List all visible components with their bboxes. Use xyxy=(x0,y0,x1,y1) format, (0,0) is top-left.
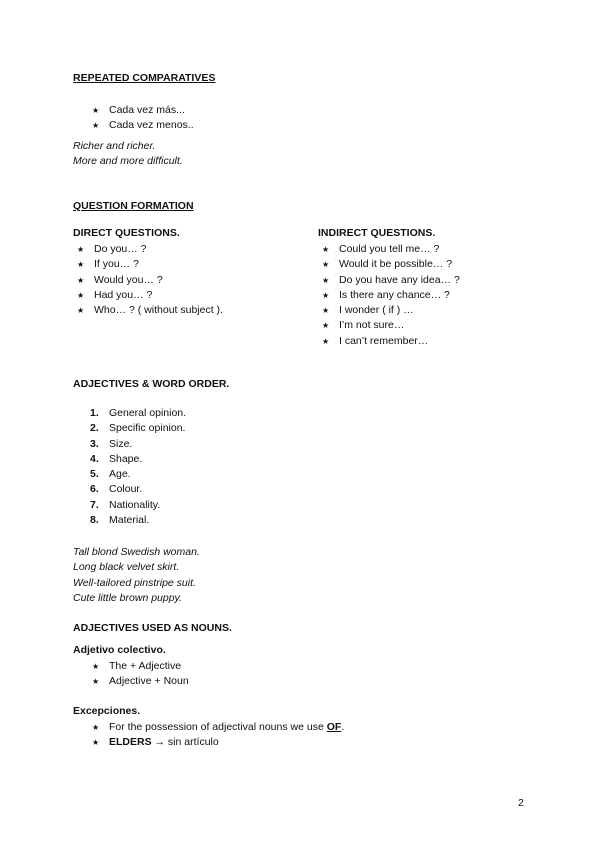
adjetivo-colectivo-list xyxy=(92,659,189,690)
indirect-questions-heading: INDIRECT QUESTIONS. xyxy=(318,227,436,239)
list-item: ★ Do you… ? xyxy=(94,242,223,257)
star-bullet-icon: ★ xyxy=(92,677,100,687)
list-item: ★ Cada vez menos.. xyxy=(109,118,194,133)
star-bullet-icon: ★ xyxy=(92,723,100,732)
star-bullet-icon: ★ xyxy=(322,321,330,331)
page-number: 2 xyxy=(518,797,524,809)
list-item: 5. Age. xyxy=(90,468,131,481)
list-item: ★ I can’t remember… xyxy=(339,334,460,349)
adjectives-word-order-heading: ADJECTIVES & WORD ORDER. xyxy=(73,378,230,390)
adjective-order-list xyxy=(90,406,187,528)
star-bullet-icon: ★ xyxy=(322,336,330,346)
list-item: ★ I’m not sure… xyxy=(339,318,460,333)
adjective-order-examples xyxy=(73,545,200,606)
emphasis-elders: ELDERS xyxy=(109,736,152,749)
adjectives-as-nouns-heading: ADJECTIVES USED AS NOUNS. xyxy=(73,622,232,634)
star-bullet-icon: ★ xyxy=(77,290,85,300)
list-item: 2. Specific opinion. xyxy=(90,422,186,435)
list-item: ★ Had you… ? xyxy=(94,288,223,303)
list-item: ★ Do you have any idea… ? xyxy=(339,273,460,288)
emphasis-of: OF xyxy=(326,721,342,733)
example-line: Cute little brown puppy. xyxy=(73,591,182,604)
list-item: ★ For the possession of adjectival nouns we use OF. xyxy=(109,720,344,735)
list-item: 7. Nationality. xyxy=(90,498,161,511)
star-bullet-icon: ★ xyxy=(322,275,330,285)
star-bullet-icon: ★ xyxy=(77,260,85,270)
repeated-comparatives-examples xyxy=(73,139,183,170)
list-item: 8. Material. xyxy=(90,514,150,527)
example-line: Long black velvet skirt. xyxy=(73,561,180,574)
list-item: ★ Would you… ? xyxy=(94,273,223,288)
list-item: ★ The + Adjective xyxy=(109,659,189,674)
star-bullet-icon: ★ xyxy=(322,245,330,254)
list-item: ★ If you… ? xyxy=(94,257,223,272)
example-line: Richer and richer. xyxy=(73,140,156,152)
list-item: 6. Colour. xyxy=(90,483,143,496)
list-item: ★ Adjective + Noun xyxy=(109,674,189,689)
star-bullet-icon: ★ xyxy=(77,275,85,285)
repeated-comparatives-heading: REPEATED COMPARATIVES xyxy=(73,72,216,84)
star-bullet-icon: ★ xyxy=(77,245,85,254)
star-bullet-icon: ★ xyxy=(322,260,330,270)
adjetivo-colectivo-heading: Adjetivo colectivo. xyxy=(73,644,166,656)
list-item: ★ Would it be possible… ? xyxy=(339,257,460,272)
star-bullet-icon: ★ xyxy=(92,738,100,748)
indirect-questions-list xyxy=(322,242,460,349)
list-item: ★ Who… ? ( without subject ). xyxy=(94,303,223,318)
list-item: ★ ELDERS → sin artículo xyxy=(109,735,344,750)
list-item: ★ I wonder ( if ) … xyxy=(339,303,460,318)
question-formation-heading: QUESTION FORMATION xyxy=(73,200,194,212)
list-item: 4. Shape. xyxy=(90,452,143,465)
excepciones-list xyxy=(92,720,345,751)
star-bullet-icon: ★ xyxy=(77,306,85,316)
direct-questions-list xyxy=(77,242,223,318)
list-item: 3. Size. xyxy=(90,437,133,450)
list-item: ★ Could you tell me… ? xyxy=(339,242,460,257)
example-line: Well-tailored pinstripe suit. xyxy=(73,576,196,589)
star-bullet-icon: ★ xyxy=(92,121,100,131)
list-item: ★ Cada vez más... xyxy=(109,103,194,118)
repeated-comparatives-list xyxy=(92,103,194,134)
star-bullet-icon: ★ xyxy=(322,290,330,300)
list-item: 1. General opinion. xyxy=(90,407,187,419)
star-bullet-icon: ★ xyxy=(92,106,100,115)
star-bullet-icon: ★ xyxy=(322,306,330,316)
excepciones-heading: Excepciones. xyxy=(73,705,141,717)
example-line: More and more difficult. xyxy=(73,155,183,168)
list-item: ★ Is there any chance… ? xyxy=(339,288,460,303)
example-line: Tall blond Swedish woman. xyxy=(73,546,200,558)
star-bullet-icon: ★ xyxy=(92,662,100,671)
direct-questions-heading: DIRECT QUESTIONS. xyxy=(73,227,180,239)
